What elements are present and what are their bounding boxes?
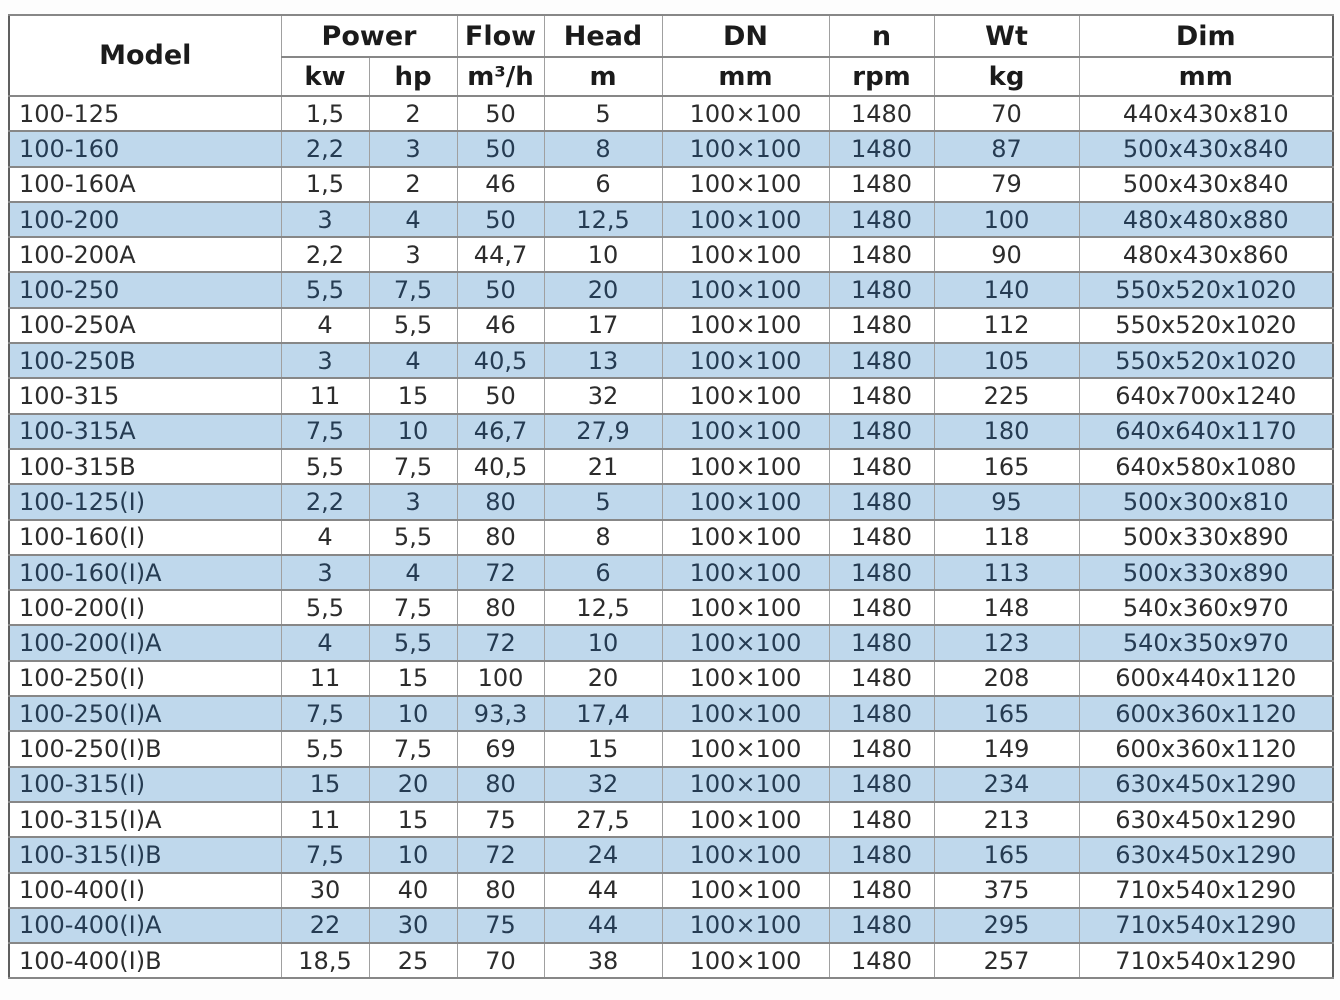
cell-wt: 87 (934, 131, 1079, 166)
cell-power-hp: 40 (369, 873, 457, 908)
cell-dn: 100×100 (662, 696, 829, 731)
cell-dim: 550x520x1020 (1079, 343, 1333, 378)
cell-dim: 540x360x970 (1079, 590, 1333, 625)
table-row (9, 520, 1333, 555)
cell-dn: 100×100 (662, 520, 829, 555)
cell-model: 100-200(I) (9, 590, 281, 625)
cell-dn: 100×100 (662, 908, 829, 943)
table-row (9, 625, 1333, 660)
cell-dn: 100×100 (662, 131, 829, 166)
cell-dim: 630x450x1290 (1079, 802, 1333, 837)
cell-flow: 50 (457, 272, 544, 307)
table-row (9, 378, 1333, 413)
header-unit-dn: mm (662, 57, 829, 96)
cell-wt: 105 (934, 343, 1079, 378)
cell-power-hp: 10 (369, 696, 457, 731)
cell-dn: 100×100 (662, 414, 829, 449)
cell-dim: 710x540x1290 (1079, 873, 1333, 908)
cell-dn: 100×100 (662, 167, 829, 202)
cell-power-hp: 3 (369, 131, 457, 166)
table-row (9, 802, 1333, 837)
table-row (9, 731, 1333, 766)
cell-n: 1480 (829, 555, 934, 590)
cell-power-hp: 10 (369, 414, 457, 449)
cell-dn: 100×100 (662, 272, 829, 307)
cell-power-hp: 5,5 (369, 308, 457, 343)
table-row (9, 131, 1333, 166)
cell-power-kw: 5,5 (281, 590, 369, 625)
cell-model: 100-160(I) (9, 520, 281, 555)
cell-flow: 100 (457, 661, 544, 696)
cell-dn: 100×100 (662, 767, 829, 802)
cell-wt: 375 (934, 873, 1079, 908)
cell-n: 1480 (829, 131, 934, 166)
cell-power-hp: 3 (369, 484, 457, 519)
cell-head: 20 (544, 272, 662, 307)
cell-flow: 72 (457, 625, 544, 660)
cell-n: 1480 (829, 873, 934, 908)
cell-dim: 500x330x890 (1079, 520, 1333, 555)
header-row-titles (9, 15, 1333, 57)
cell-model: 100-250A (9, 308, 281, 343)
cell-power-hp: 7,5 (369, 272, 457, 307)
cell-flow: 44,7 (457, 237, 544, 272)
cell-head: 38 (544, 943, 662, 978)
cell-dn: 100×100 (662, 590, 829, 625)
cell-model: 100-160A (9, 167, 281, 202)
header-unit-dim: mm (1079, 57, 1333, 96)
cell-dim: 630x450x1290 (1079, 767, 1333, 802)
cell-dim: 500x300x810 (1079, 484, 1333, 519)
cell-head: 20 (544, 661, 662, 696)
cell-wt: 225 (934, 378, 1079, 413)
cell-flow: 80 (457, 520, 544, 555)
cell-head: 27,5 (544, 802, 662, 837)
cell-wt: 234 (934, 767, 1079, 802)
cell-flow: 40,5 (457, 343, 544, 378)
cell-power-hp: 3 (369, 237, 457, 272)
cell-model: 100-125 (9, 96, 281, 131)
cell-dn: 100×100 (662, 661, 829, 696)
table-row (9, 696, 1333, 731)
cell-power-hp: 2 (369, 96, 457, 131)
cell-n: 1480 (829, 237, 934, 272)
cell-power-hp: 4 (369, 202, 457, 237)
cell-wt: 257 (934, 943, 1079, 978)
cell-n: 1480 (829, 308, 934, 343)
cell-power-kw: 7,5 (281, 414, 369, 449)
cell-head: 27,9 (544, 414, 662, 449)
cell-dim: 500x430x840 (1079, 167, 1333, 202)
cell-model: 100-200 (9, 202, 281, 237)
cell-power-kw: 11 (281, 378, 369, 413)
cell-power-kw: 5,5 (281, 731, 369, 766)
cell-dn: 100×100 (662, 96, 829, 131)
cell-n: 1480 (829, 167, 934, 202)
cell-model: 100-315 (9, 378, 281, 413)
cell-n: 1480 (829, 802, 934, 837)
cell-n: 1480 (829, 449, 934, 484)
table-header (9, 15, 1333, 96)
cell-power-hp: 15 (369, 661, 457, 696)
cell-n: 1480 (829, 661, 934, 696)
cell-wt: 165 (934, 449, 1079, 484)
cell-flow: 75 (457, 802, 544, 837)
cell-model: 100-315(I)A (9, 802, 281, 837)
table-row (9, 308, 1333, 343)
cell-dim: 710x540x1290 (1079, 908, 1333, 943)
cell-n: 1480 (829, 908, 934, 943)
header-unit-n: rpm (829, 57, 934, 96)
cell-wt: 213 (934, 802, 1079, 837)
cell-power-hp: 7,5 (369, 731, 457, 766)
cell-power-kw: 4 (281, 308, 369, 343)
cell-head: 17,4 (544, 696, 662, 731)
cell-wt: 118 (934, 520, 1079, 555)
cell-model: 100-315(I)B (9, 837, 281, 872)
cell-dn: 100×100 (662, 873, 829, 908)
table-row (9, 449, 1333, 484)
cell-head: 32 (544, 378, 662, 413)
cell-dim: 640x700x1240 (1079, 378, 1333, 413)
cell-n: 1480 (829, 731, 934, 766)
cell-power-kw: 4 (281, 625, 369, 660)
cell-head: 8 (544, 520, 662, 555)
cell-head: 5 (544, 484, 662, 519)
header-wt: Wt (934, 15, 1079, 57)
cell-flow: 50 (457, 131, 544, 166)
cell-power-kw: 1,5 (281, 167, 369, 202)
cell-wt: 90 (934, 237, 1079, 272)
cell-wt: 295 (934, 908, 1079, 943)
cell-dn: 100×100 (662, 484, 829, 519)
cell-dn: 100×100 (662, 449, 829, 484)
cell-power-hp: 7,5 (369, 590, 457, 625)
cell-power-kw: 2,2 (281, 131, 369, 166)
cell-n: 1480 (829, 96, 934, 131)
cell-dim: 710x540x1290 (1079, 943, 1333, 978)
cell-model: 100-250 (9, 272, 281, 307)
cell-head: 17 (544, 308, 662, 343)
cell-dn: 100×100 (662, 343, 829, 378)
cell-head: 10 (544, 237, 662, 272)
table-row (9, 96, 1333, 131)
cell-power-hp: 15 (369, 802, 457, 837)
cell-wt: 165 (934, 696, 1079, 731)
cell-head: 21 (544, 449, 662, 484)
cell-power-kw: 11 (281, 802, 369, 837)
cell-head: 12,5 (544, 202, 662, 237)
cell-n: 1480 (829, 202, 934, 237)
cell-power-kw: 5,5 (281, 449, 369, 484)
cell-head: 13 (544, 343, 662, 378)
cell-wt: 70 (934, 96, 1079, 131)
cell-dn: 100×100 (662, 308, 829, 343)
table-row (9, 873, 1333, 908)
cell-power-hp: 25 (369, 943, 457, 978)
cell-dim: 480x480x880 (1079, 202, 1333, 237)
header-unit-wt: kg (934, 57, 1079, 96)
cell-model: 100-125(I) (9, 484, 281, 519)
cell-power-kw: 3 (281, 343, 369, 378)
cell-power-kw: 18,5 (281, 943, 369, 978)
cell-power-hp: 15 (369, 378, 457, 413)
header-unit-hp: hp (369, 57, 457, 96)
cell-dim: 540x350x970 (1079, 625, 1333, 660)
header-unit-kw: kw (281, 57, 369, 96)
cell-power-hp: 30 (369, 908, 457, 943)
cell-flow: 80 (457, 590, 544, 625)
cell-dim: 500x330x890 (1079, 555, 1333, 590)
header-dn: DN (662, 15, 829, 57)
cell-model: 100-200A (9, 237, 281, 272)
cell-wt: 148 (934, 590, 1079, 625)
cell-dn: 100×100 (662, 731, 829, 766)
table-row (9, 837, 1333, 872)
cell-head: 24 (544, 837, 662, 872)
cell-dn: 100×100 (662, 202, 829, 237)
cell-n: 1480 (829, 625, 934, 660)
cell-dn: 100×100 (662, 555, 829, 590)
cell-flow: 72 (457, 555, 544, 590)
cell-flow: 80 (457, 767, 544, 802)
cell-power-kw: 11 (281, 661, 369, 696)
cell-power-kw: 4 (281, 520, 369, 555)
cell-head: 8 (544, 131, 662, 166)
cell-power-kw: 3 (281, 202, 369, 237)
header-head: Head (544, 15, 662, 57)
header-unit-head: m (544, 57, 662, 96)
cell-model: 100-200(I)A (9, 625, 281, 660)
header-dim: Dim (1079, 15, 1333, 57)
header-n: n (829, 15, 934, 57)
cell-power-kw: 2,2 (281, 484, 369, 519)
table-row (9, 167, 1333, 202)
cell-model: 100-250(I)B (9, 731, 281, 766)
cell-model: 100-400(I) (9, 873, 281, 908)
cell-wt: 79 (934, 167, 1079, 202)
cell-wt: 100 (934, 202, 1079, 237)
cell-n: 1480 (829, 696, 934, 731)
cell-wt: 165 (934, 837, 1079, 872)
cell-n: 1480 (829, 943, 934, 978)
table-row (9, 484, 1333, 519)
cell-model: 100-250B (9, 343, 281, 378)
cell-n: 1480 (829, 272, 934, 307)
cell-model: 100-250(I) (9, 661, 281, 696)
cell-head: 10 (544, 625, 662, 660)
cell-dn: 100×100 (662, 837, 829, 872)
table-row (9, 343, 1333, 378)
pump-spec-table (8, 14, 1334, 979)
cell-wt: 112 (934, 308, 1079, 343)
cell-flow: 46,7 (457, 414, 544, 449)
header-model: Model (9, 15, 281, 96)
cell-flow: 50 (457, 202, 544, 237)
header-unit-flow: m³/h (457, 57, 544, 96)
cell-n: 1480 (829, 414, 934, 449)
cell-flow: 75 (457, 908, 544, 943)
cell-model: 100-400(I)A (9, 908, 281, 943)
cell-dim: 630x450x1290 (1079, 837, 1333, 872)
cell-flow: 72 (457, 837, 544, 872)
cell-power-kw: 3 (281, 555, 369, 590)
cell-n: 1480 (829, 767, 934, 802)
cell-model: 100-315B (9, 449, 281, 484)
cell-wt: 113 (934, 555, 1079, 590)
cell-wt: 95 (934, 484, 1079, 519)
cell-power-hp: 4 (369, 343, 457, 378)
cell-flow: 70 (457, 943, 544, 978)
cell-model: 100-315A (9, 414, 281, 449)
cell-dn: 100×100 (662, 943, 829, 978)
cell-power-kw: 30 (281, 873, 369, 908)
cell-model: 100-160(I)A (9, 555, 281, 590)
cell-head: 12,5 (544, 590, 662, 625)
header-power: Power (281, 15, 457, 57)
cell-dim: 600x360x1120 (1079, 696, 1333, 731)
cell-dim: 550x520x1020 (1079, 308, 1333, 343)
cell-head: 6 (544, 555, 662, 590)
cell-model: 100-250(I)A (9, 696, 281, 731)
cell-power-kw: 22 (281, 908, 369, 943)
cell-wt: 149 (934, 731, 1079, 766)
cell-dim: 440x430x810 (1079, 96, 1333, 131)
cell-n: 1480 (829, 837, 934, 872)
cell-flow: 50 (457, 96, 544, 131)
cell-dn: 100×100 (662, 802, 829, 837)
cell-wt: 180 (934, 414, 1079, 449)
cell-flow: 50 (457, 378, 544, 413)
table-row (9, 590, 1333, 625)
cell-dim: 600x360x1120 (1079, 731, 1333, 766)
cell-dim: 500x430x840 (1079, 131, 1333, 166)
cell-flow: 69 (457, 731, 544, 766)
cell-power-hp: 5,5 (369, 625, 457, 660)
cell-flow: 80 (457, 484, 544, 519)
cell-head: 5 (544, 96, 662, 131)
table-row (9, 767, 1333, 802)
cell-power-kw: 5,5 (281, 272, 369, 307)
cell-n: 1480 (829, 520, 934, 555)
cell-power-hp: 7,5 (369, 449, 457, 484)
table-row (9, 555, 1333, 590)
cell-wt: 140 (934, 272, 1079, 307)
cell-power-hp: 20 (369, 767, 457, 802)
cell-model: 100-315(I) (9, 767, 281, 802)
cell-head: 15 (544, 731, 662, 766)
cell-dn: 100×100 (662, 237, 829, 272)
cell-dn: 100×100 (662, 378, 829, 413)
cell-dim: 640x640x1170 (1079, 414, 1333, 449)
cell-power-hp: 4 (369, 555, 457, 590)
cell-wt: 208 (934, 661, 1079, 696)
cell-power-hp: 10 (369, 837, 457, 872)
table-row (9, 661, 1333, 696)
cell-model: 100-400(I)B (9, 943, 281, 978)
cell-power-kw: 1,5 (281, 96, 369, 131)
table-row (9, 908, 1333, 943)
cell-n: 1480 (829, 484, 934, 519)
cell-power-hp: 5,5 (369, 520, 457, 555)
cell-flow: 46 (457, 308, 544, 343)
cell-n: 1480 (829, 378, 934, 413)
table-row (9, 202, 1333, 237)
table-row (9, 943, 1333, 978)
cell-n: 1480 (829, 590, 934, 625)
table-row (9, 272, 1333, 307)
cell-power-kw: 15 (281, 767, 369, 802)
cell-flow: 40,5 (457, 449, 544, 484)
cell-flow: 46 (457, 167, 544, 202)
cell-flow: 80 (457, 873, 544, 908)
cell-model: 100-160 (9, 131, 281, 166)
cell-wt: 123 (934, 625, 1079, 660)
cell-head: 32 (544, 767, 662, 802)
cell-dim: 600x440x1120 (1079, 661, 1333, 696)
cell-power-kw: 2,2 (281, 237, 369, 272)
header-flow: Flow (457, 15, 544, 57)
cell-dim: 550x520x1020 (1079, 272, 1333, 307)
cell-flow: 93,3 (457, 696, 544, 731)
cell-power-hp: 2 (369, 167, 457, 202)
cell-head: 6 (544, 167, 662, 202)
cell-dn: 100×100 (662, 625, 829, 660)
cell-dim: 640x580x1080 (1079, 449, 1333, 484)
table-row (9, 237, 1333, 272)
table-body (9, 96, 1333, 978)
cell-head: 44 (544, 873, 662, 908)
cell-dim: 480x430x860 (1079, 237, 1333, 272)
cell-power-kw: 7,5 (281, 696, 369, 731)
cell-n: 1480 (829, 343, 934, 378)
table-row (9, 414, 1333, 449)
cell-power-kw: 7,5 (281, 837, 369, 872)
cell-head: 44 (544, 908, 662, 943)
